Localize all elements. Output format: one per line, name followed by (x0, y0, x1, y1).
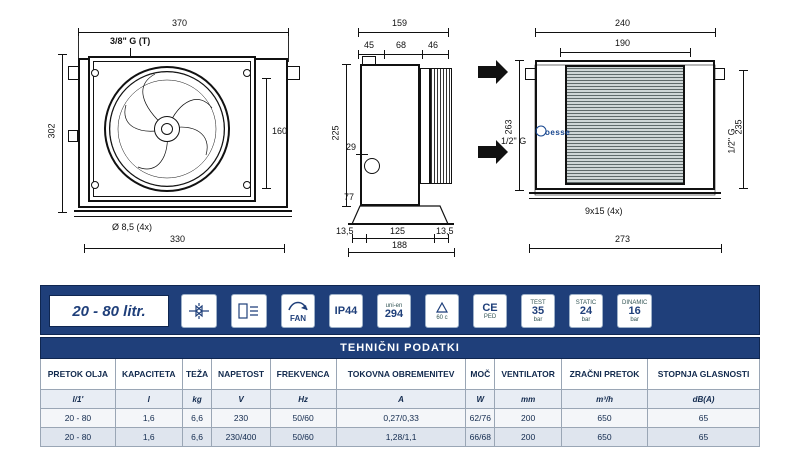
ce-ped-badge (473, 294, 507, 328)
dim-side-height: 225 (330, 125, 341, 141)
dim-rear-port-left: 1/2" G (501, 136, 527, 146)
table-title-row (41, 338, 760, 359)
dim-side-foot-mid: 125 (390, 226, 406, 236)
unit-6: W (466, 390, 495, 409)
uni-en-line2: 294 (384, 307, 404, 320)
col-header-1: KAPACITETA (115, 359, 182, 390)
col-header-2: TEŽA (182, 359, 212, 390)
unit-1: l (115, 390, 182, 409)
mounting-icon (231, 294, 267, 328)
cell-1-7: 200 (495, 428, 562, 447)
cell-1-3: 230/400 (212, 428, 270, 447)
col-header-8: ZRAČNI PRETOK (562, 359, 648, 390)
unit-0: l/1' (41, 390, 116, 409)
col-header-0: PRETOK OLJA (41, 359, 116, 390)
cell-1-6: 66/68 (466, 428, 495, 447)
col-header-9: STOPNJA GLASNOSTI (648, 359, 760, 390)
front-view (46, 10, 310, 260)
badge-row (181, 290, 652, 332)
dim-front-bottom-width: 330 (170, 234, 186, 244)
unit-9: dB(A) (648, 390, 760, 409)
dim-rear-port-right: 1/2" G (726, 128, 737, 154)
static-value: 24 (579, 304, 593, 317)
dinamic-label: DINAMIC (622, 299, 648, 306)
cell-1-0: 20 - 80 (41, 428, 116, 447)
ip44-badge (329, 294, 363, 328)
dim-side-seg-c: 46 (428, 40, 439, 50)
uni-en-294-badge (377, 294, 411, 328)
cell-0-7: 200 (495, 409, 562, 428)
dinamic-value: 16 (628, 304, 641, 317)
static-unit: bar (581, 316, 591, 323)
dim-rear-core-height: 263 (503, 119, 514, 135)
oil-flow-icon (181, 294, 217, 328)
table-row (41, 409, 760, 428)
tech-data-table (40, 337, 760, 447)
cell-0-3: 230 (212, 409, 270, 428)
dim-side-seg-a: 45 (364, 40, 375, 50)
cell-1-1: 1,6 (115, 428, 182, 447)
static-24-bar-badge (569, 294, 603, 328)
cell-0-8: 650 (562, 409, 648, 428)
test-unit: bar (533, 316, 543, 323)
cell-0-1: 1,6 (115, 409, 182, 428)
rear-view (501, 10, 765, 260)
col-header-3: NAPETOST (212, 359, 270, 390)
cell-0-2: 6,6 (182, 409, 212, 428)
col-header-5: TOKOVNA OBREMENITEV (336, 359, 466, 390)
table-unit-row (41, 390, 760, 409)
cell-0-0: 20 - 80 (41, 409, 116, 428)
dim-rear-inner-width: 190 (615, 38, 631, 48)
dim-rear-right-height: 235 (733, 119, 744, 135)
dim-front-port-label: 3/8" G (T) (110, 36, 151, 46)
unit-2: kg (182, 390, 212, 409)
dim-rear-bottom-width: 273 (615, 234, 631, 244)
unit-8: m³/h (562, 390, 648, 409)
fan-label: FAN (290, 313, 306, 323)
dim-side-foot-left: 13,5 (336, 226, 354, 236)
dim-side-lower: 77 (344, 192, 355, 202)
cell-1-8: 650 (562, 428, 648, 447)
test-35-bar-badge (521, 294, 555, 328)
cell-0-9: 65 (648, 409, 760, 428)
test-label: TEST (530, 299, 546, 306)
fan-icon (281, 294, 315, 328)
cell-0-5: 0,27/0,33 (336, 409, 466, 428)
dinamic-unit: bar (630, 316, 639, 323)
temperature-label: 60 c (436, 315, 448, 321)
dim-rear-top-width: 240 (615, 18, 631, 28)
dim-rear-hole-note: 9x15 (4x) (585, 206, 623, 216)
col-header-6: MOČ (466, 359, 495, 390)
table-header-row (41, 359, 760, 390)
dim-front-top-width: 370 (172, 18, 188, 28)
features-panel (40, 285, 760, 335)
ped-label: PED (483, 313, 497, 320)
col-header-7: VENTILATOR (495, 359, 562, 390)
side-view (330, 10, 480, 260)
cell-1-2: 6,6 (182, 428, 212, 447)
cell-1-5: 1,28/1,1 (336, 428, 466, 447)
dim-front-inner-height: 160 (272, 126, 288, 136)
dim-side-mid: 29 (346, 142, 357, 152)
dim-side-bottom-width: 188 (392, 240, 408, 250)
cell-0-4: 50/60 (270, 409, 336, 428)
unit-5: A (336, 390, 466, 409)
capacity-label: 20 - 80 litr. (49, 295, 169, 327)
unit-7: mm (495, 390, 562, 409)
ce-label: CE (482, 301, 498, 314)
unit-4: Hz (270, 390, 336, 409)
dim-front-left-height: 302 (46, 123, 57, 139)
ip44-label: IP44 (334, 304, 358, 317)
cell-1-9: 65 (648, 428, 760, 447)
dim-side-foot-right: 13,5 (436, 226, 454, 236)
static-label: STATIC (575, 299, 597, 306)
temperature-60c-icon (425, 294, 459, 328)
col-header-4: FREKVENCA (270, 359, 336, 390)
cell-0-6: 62/76 (466, 409, 495, 428)
dim-side-total-width: 159 (392, 18, 408, 28)
uni-en-line1: uni-en (385, 302, 403, 309)
cell-1-4: 50/60 (270, 428, 336, 447)
table-title: TEHNIČNI PODATKI (41, 338, 760, 359)
brand-logo: oesse (545, 128, 571, 137)
dim-side-seg-b: 68 (396, 40, 407, 50)
dinamic-16-bar-badge (617, 294, 652, 328)
table-row (41, 428, 760, 447)
dim-front-hole-note: Ø 8,5 (4x) (112, 222, 153, 232)
unit-3: V (212, 390, 270, 409)
test-value: 35 (531, 304, 545, 317)
